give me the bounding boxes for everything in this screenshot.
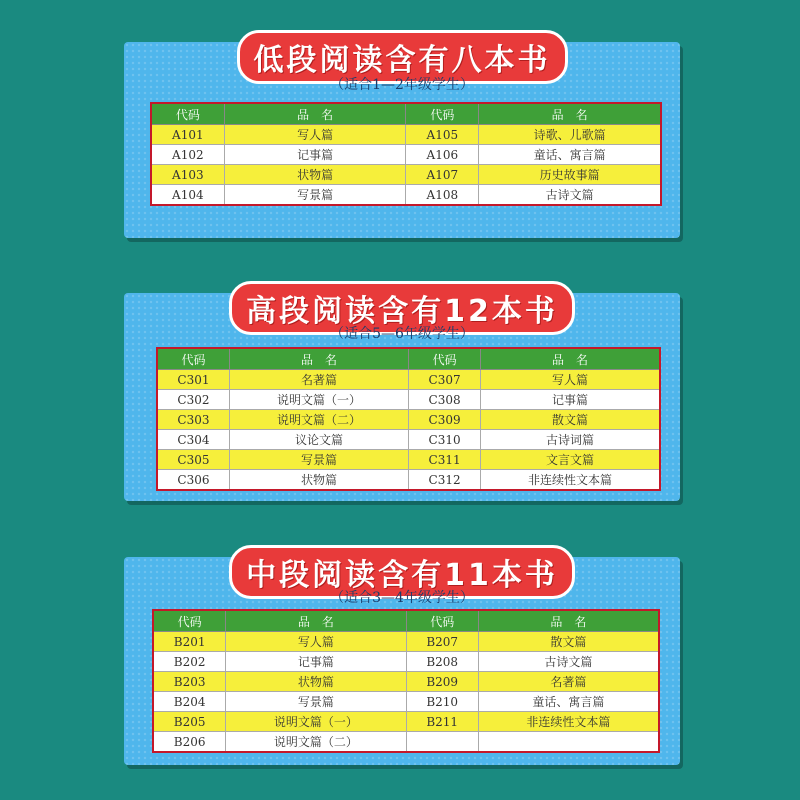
book-code: C306	[157, 470, 229, 491]
col-header-code: 代码	[409, 348, 481, 370]
book-name: 名著篇	[478, 672, 659, 692]
book-name: 写景篇	[224, 185, 406, 206]
book-name	[478, 732, 659, 753]
book-code: C308	[409, 390, 481, 410]
book-code: C304	[157, 430, 229, 450]
table-row	[153, 692, 659, 712]
book-code: A103	[151, 165, 224, 185]
book-code: A102	[151, 145, 224, 165]
book-name: 童话、寓言篇	[478, 692, 659, 712]
book-name: 写景篇	[226, 692, 406, 712]
book-code: A106	[406, 145, 479, 165]
book-code: A107	[406, 165, 479, 185]
book-code: C301	[157, 370, 229, 390]
table-row	[157, 370, 660, 390]
book-name: 古诗文篇	[479, 185, 661, 206]
col-header-name: 品 名	[481, 348, 660, 370]
panel-high-grade	[124, 293, 680, 501]
col-header-name: 品 名	[478, 610, 659, 632]
table-row	[157, 430, 660, 450]
book-code	[406, 732, 478, 753]
panel-subtitle: （适合1—2年级学生）	[330, 77, 474, 93]
table-row	[157, 390, 660, 410]
col-header-code: 代码	[151, 103, 224, 125]
book-name: 文言文篇	[481, 450, 660, 470]
table-row	[157, 470, 660, 491]
book-code: C311	[409, 450, 481, 470]
book-name: 散文篇	[481, 410, 660, 430]
book-name: 名著篇	[229, 370, 408, 390]
book-code: B201	[153, 632, 226, 652]
book-name: 写人篇	[226, 632, 406, 652]
table-row	[153, 712, 659, 732]
panel-subtitle: （适合3—4年级学生）	[330, 590, 474, 606]
book-code: B203	[153, 672, 226, 692]
book-code: A104	[151, 185, 224, 206]
book-code: B211	[406, 712, 478, 732]
book-name: 说明文篇（一）	[229, 390, 408, 410]
book-code: B202	[153, 652, 226, 672]
table-row	[151, 165, 661, 185]
table-row	[151, 145, 661, 165]
book-code: C302	[157, 390, 229, 410]
col-header-name: 品 名	[226, 610, 406, 632]
book-code: C305	[157, 450, 229, 470]
book-code: C310	[409, 430, 481, 450]
book-name: 历史故事篇	[479, 165, 661, 185]
book-code: B209	[406, 672, 478, 692]
book-name: 写景篇	[229, 450, 408, 470]
panel-title: 高段阅读含有12本书	[229, 281, 575, 335]
book-name: 写人篇	[224, 125, 406, 145]
book-name: 议论文篇	[229, 430, 408, 450]
book-code: A101	[151, 125, 224, 145]
table-row	[151, 185, 661, 206]
book-code: B205	[153, 712, 226, 732]
book-code: B206	[153, 732, 226, 753]
book-name: 非连续性文本篇	[481, 470, 660, 491]
col-header-name: 品 名	[229, 348, 408, 370]
book-name: 说明文篇（二）	[226, 732, 406, 753]
panel-middle-grade	[124, 557, 680, 765]
book-code: C309	[409, 410, 481, 430]
panel-subtitle: （适合5—6年级学生）	[330, 326, 474, 342]
book-code: C307	[409, 370, 481, 390]
book-name: 说明文篇（二）	[229, 410, 408, 430]
table-row	[151, 125, 661, 145]
book-name: 记事篇	[481, 390, 660, 410]
book-code: C312	[409, 470, 481, 491]
table-row	[157, 450, 660, 470]
panel-low-grade	[124, 42, 680, 238]
book-name: 古诗词篇	[481, 430, 660, 450]
table-row	[157, 410, 660, 430]
col-header-name: 品 名	[224, 103, 406, 125]
table-row	[153, 652, 659, 672]
book-name: 童话、寓言篇	[479, 145, 661, 165]
book-code: B210	[406, 692, 478, 712]
book-name: 古诗文篇	[478, 652, 659, 672]
book-code: A108	[406, 185, 479, 206]
book-code: C303	[157, 410, 229, 430]
book-code: B204	[153, 692, 226, 712]
col-header-name: 品 名	[479, 103, 661, 125]
book-name: 记事篇	[226, 652, 406, 672]
panel-title: 中段阅读含有11本书	[229, 545, 575, 599]
col-header-code: 代码	[406, 610, 478, 632]
book-table	[152, 609, 660, 753]
col-header-code: 代码	[153, 610, 226, 632]
book-name: 写人篇	[481, 370, 660, 390]
table-row	[153, 632, 659, 652]
col-header-code: 代码	[157, 348, 229, 370]
book-name: 状物篇	[226, 672, 406, 692]
book-table	[150, 102, 662, 206]
book-name: 说明文篇（一）	[226, 712, 406, 732]
col-header-code: 代码	[406, 103, 479, 125]
book-name: 非连续性文本篇	[478, 712, 659, 732]
book-code: B207	[406, 632, 478, 652]
book-name: 状物篇	[224, 165, 406, 185]
book-code: A105	[406, 125, 479, 145]
panel-title: 低段阅读含有八本书	[237, 30, 568, 84]
book-code: B208	[406, 652, 478, 672]
table-row	[153, 672, 659, 692]
book-name: 诗歌、儿歌篇	[479, 125, 661, 145]
book-name: 散文篇	[478, 632, 659, 652]
book-table	[156, 347, 661, 491]
book-name: 记事篇	[224, 145, 406, 165]
book-name: 状物篇	[229, 470, 408, 491]
table-row	[153, 732, 659, 753]
